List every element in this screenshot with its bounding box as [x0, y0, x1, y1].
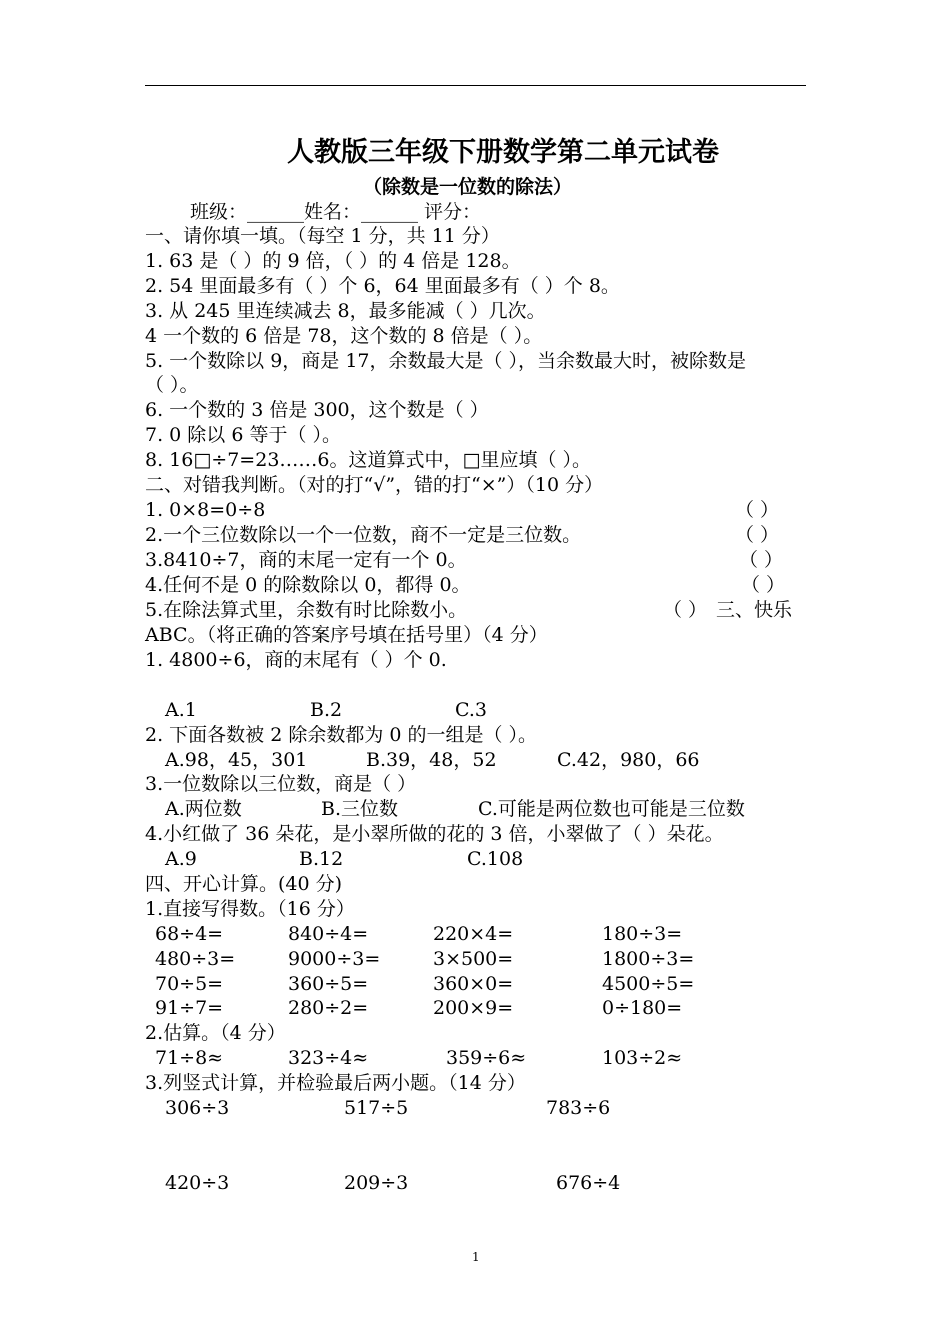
section2-heading: 二、对错我判断。（对的打“√”，错的打“×”）（10 分）	[145, 474, 604, 496]
calc-item: 0÷180=	[602, 997, 683, 1019]
header-rule	[145, 85, 806, 86]
judge-item-3: 3.8410÷7，商的末尾一定有一个 0。	[145, 549, 467, 571]
choice-q3: 3.一位数除以三位数，商是（ ）	[145, 773, 417, 795]
choice-q4: 4.小红做了 36 朵花，是小翠所做的花的 3 倍，小翠做了（ ）朵花。	[145, 823, 724, 845]
vertical-calc-item: 783÷6	[546, 1097, 611, 1119]
vertical-calc-item: 209÷3	[344, 1172, 409, 1194]
estimate-item: 359÷6≈	[446, 1047, 527, 1069]
choice-q4-option-c: C.108	[467, 848, 524, 870]
choice-q2-option-a: A.98，45，301	[165, 749, 308, 771]
section1-heading: 一、请你填一填。（每空 1 分，共 11 分）	[145, 225, 500, 247]
calc-item: 480÷3=	[155, 948, 236, 970]
calc-item: 360÷5=	[288, 973, 369, 995]
judge-item-1: 1. 0×8=0÷8	[145, 499, 266, 521]
choice-q4-option-a: A.9	[165, 848, 197, 870]
calc-item: 68÷4=	[155, 923, 224, 945]
vertical-calc-heading: 3.列竖式计算，并检验最后两小题。（14 分）	[145, 1072, 526, 1094]
fill-item-7: 7. 0 除以 6 等于（ ）。	[145, 424, 342, 446]
page-subtitle: （除数是一位数的除法）	[363, 176, 573, 198]
estimate-item: 71÷8≈	[155, 1047, 224, 1069]
fill-item-5-cont: （ ）。	[145, 374, 199, 396]
fill-item-5: 5. 一个数除以 9，商是 17，余数最大是（ ），当余数最大时，被除数是	[145, 350, 747, 372]
section3-heading: ABC。（将正确的答案序号填在括号里）（4 分）	[145, 624, 548, 646]
direct-calc-heading: 1.直接写得数。（16 分）	[145, 898, 355, 920]
vertical-calc-item: 306÷3	[165, 1097, 230, 1119]
student-info-line: 班级：______姓名：______ 评分：	[190, 201, 482, 223]
judge-item-4: 4.任何不是 0 的除数除以 0，都得 0。	[145, 574, 471, 596]
judge-mark-4: （ ）	[741, 574, 786, 596]
fill-item-1: 1. 63 是（ ）的 9 倍，（ ）的 4 倍是 128。	[145, 250, 521, 272]
choice-q2-option-b: B.39，48，52	[366, 749, 497, 771]
choice-q1-option-a: A.1	[165, 699, 197, 721]
choice-q1: 1. 4800÷6，商的末尾有（ ）个 0.	[145, 649, 447, 671]
estimate-heading: 2.估算。（4 分）	[145, 1022, 286, 1044]
calc-item: 3×500=	[433, 948, 514, 970]
section3-heading-start: 三、快乐	[716, 599, 793, 621]
choice-q1-option-b: B.2	[310, 699, 343, 721]
judge-mark-3: （ ）	[739, 549, 784, 571]
judge-item-2: 2.一个三位数除以一个一位数，商不一定是三位数。	[145, 524, 582, 546]
choice-q2: 2. 下面各数被 2 除余数都为 0 的一组是（ ）。	[145, 724, 538, 746]
fill-item-6: 6. 一个数的 3 倍是 300，这个数是（ ）	[145, 399, 489, 421]
judge-mark-1: （ ）	[735, 499, 780, 521]
estimate-item: 103÷2≈	[602, 1047, 683, 1069]
choice-q2-option-c: C.42，980，66	[557, 749, 700, 771]
choice-q4-option-b: B.12	[299, 848, 344, 870]
calc-item: 180÷3=	[602, 923, 683, 945]
fill-item-4: 4 一个数的 6 倍是 78，这个数的 8 倍是（ ）。	[145, 325, 543, 347]
choice-q3-option-c: C.可能是两位数也可能是三位数	[478, 798, 745, 820]
vertical-calc-item: 420÷3	[165, 1172, 230, 1194]
calc-item: 840÷4=	[288, 923, 369, 945]
fill-item-8: 8. 16□÷7=23……6。这道算式中，□里应填（ ）。	[145, 449, 591, 471]
fill-item-2: 2. 54 里面最多有（ ）个 6，64 里面最多有（ ）个 8。	[145, 275, 620, 297]
page-title: 人教版三年级下册数学第二单元试卷	[287, 137, 719, 168]
calc-item: 9000÷3=	[288, 948, 381, 970]
calc-item: 220×4=	[433, 923, 514, 945]
vertical-calc-item: 517÷5	[344, 1097, 409, 1119]
estimate-item: 323÷4≈	[288, 1047, 369, 1069]
page-number: 1	[472, 1250, 480, 1264]
calc-item: 91÷7=	[155, 997, 224, 1019]
calc-item: 200×9=	[433, 997, 514, 1019]
calc-item: 4500÷5=	[602, 973, 695, 995]
judge-item-5: 5.在除法算式里，余数有时比除数小。	[145, 599, 468, 621]
calc-item: 360×0=	[433, 973, 514, 995]
calc-item: 280÷2=	[288, 997, 369, 1019]
choice-q3-option-b: B.三位数	[321, 798, 399, 820]
choice-q3-option-a: A.两位数	[165, 798, 242, 820]
judge-mark-2: （ ）	[735, 524, 780, 546]
calc-item: 1800÷3=	[602, 948, 695, 970]
choice-q1-option-c: C.3	[455, 699, 487, 721]
judge-mark-5: （ ）	[663, 599, 708, 621]
vertical-calc-item: 676÷4	[556, 1172, 621, 1194]
section4-heading: 四、开心计算。(40 分)	[145, 873, 343, 895]
calc-item: 70÷5=	[155, 973, 224, 995]
fill-item-3: 3. 从 245 里连续减去 8，最多能减（ ）几次。	[145, 300, 546, 322]
